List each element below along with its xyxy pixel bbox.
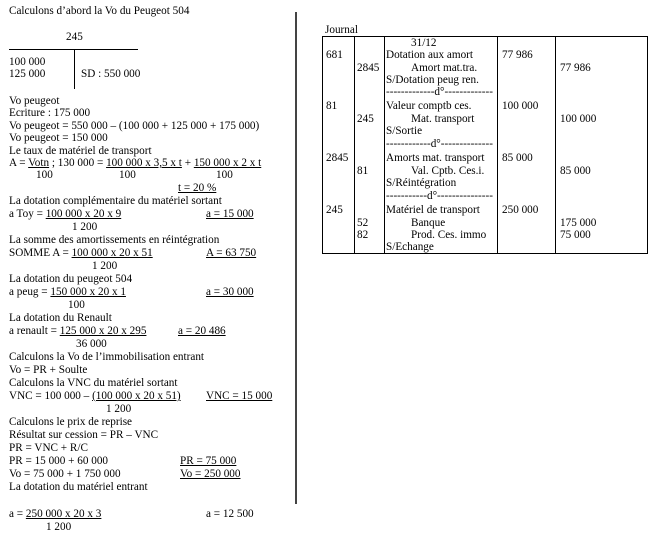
text-line: Calculons la Vo de l’immobilisation entrant (9, 351, 205, 363)
renault-result: a = 20 486 (178, 325, 226, 337)
somme-prefix: SOMME A = (9, 247, 72, 259)
peug-numerator: 150 000 x 20 x 1 (50, 286, 126, 298)
journal-credit-account: 245 (357, 113, 374, 125)
vnc-prefix: VNC = 100 000 – (9, 390, 93, 402)
text-line: Vo peugeot = 550 000 – (100 000 + 125 000 + 175 000) (9, 120, 260, 132)
page-title: Calculons d’abord la Vo du Peugeot 504 (9, 5, 190, 17)
journal-label: S/Echange (386, 241, 434, 253)
journal-label: Valeur comptb ces. (386, 100, 472, 112)
rate-denominator-1: 100 (36, 169, 53, 181)
pr-result: PR = 75 000 (180, 455, 237, 467)
text-line: La dotation complémentaire du matériel sortant (9, 195, 222, 207)
t-account-vline (74, 49, 75, 89)
vo-result: Vo = 250 000 (180, 468, 241, 480)
rate-denominator-2: 100 (119, 169, 136, 181)
renault-denominator: 36 000 (76, 338, 107, 350)
journal-credit-amount: 175 000 (560, 217, 597, 229)
text-line: Vo = PR + Soulte (9, 364, 88, 376)
journal-debit-amount: 100 000 (502, 100, 539, 112)
rate-prefix: A = (9, 157, 29, 169)
journal-label: S/Dotation peug ren. (386, 74, 479, 86)
rate-plus: + (181, 157, 194, 169)
journal-credit-amount: 85 000 (560, 165, 591, 177)
rate-denominator-3: 100 (216, 169, 233, 181)
column-separator (295, 12, 297, 504)
final-prefix: a = (9, 508, 26, 520)
journal-date: 31/12 (411, 37, 437, 49)
final-formula (9, 508, 101, 520)
final-numerator: 250 000 x 20 x 3 (25, 508, 102, 520)
text-line: La dotation du peugeot 504 (9, 273, 133, 285)
renault-prefix: a renault = (9, 325, 60, 337)
journal-credit-amount: 77 986 (560, 62, 591, 74)
rate-formula (9, 157, 261, 169)
t-account-code: 245 (66, 31, 83, 43)
rate-result: t = 20 % (178, 182, 217, 194)
journal-debit-account: 2845 (326, 152, 349, 164)
vnc-result: VNC = 15 000 (206, 390, 273, 402)
journal-col-line (354, 36, 355, 254)
toy-denominator: 1 200 (72, 221, 98, 233)
text-line: Vo = 75 000 + 1 750 000 (9, 468, 121, 480)
somme-formula (9, 247, 153, 259)
journal-label: Mat. transport (411, 113, 475, 125)
rate-numerator-1: 100 000 x 3,5 x t (106, 157, 182, 169)
journal-col-line (555, 36, 556, 254)
journal-col-line (384, 36, 385, 254)
journal-label: Dotation aux amort (386, 49, 473, 61)
toy-result: a = 15 000 (206, 208, 254, 220)
journal-label: Amort mat.tra. (411, 62, 478, 74)
t-account-balance: SD : 550 000 (81, 68, 141, 80)
somme-numerator: 100 000 x 20 x 51 (71, 247, 153, 259)
text-line: La dotation du matériel entrant (9, 481, 148, 493)
journal-label: Val. Cptb. Ces.i. (411, 165, 485, 177)
t-account-debit-1: 100 000 (9, 56, 46, 68)
journal-separator: -------------d°------------- (386, 86, 493, 98)
toy-numerator: 100 000 x 20 x 9 (45, 208, 122, 220)
text-line: Ecriture : 175 000 (9, 107, 91, 119)
text-line: La dotation du Renault (9, 312, 112, 324)
final-result: a = 12 500 (206, 508, 254, 520)
journal-credit-amount: 100 000 (560, 113, 597, 125)
journal-credit-account: 2845 (357, 62, 380, 74)
peug-result: a = 30 000 (206, 286, 254, 298)
journal-debit-account: 81 (326, 100, 338, 112)
journal-debit-amount: 77 986 (502, 49, 533, 61)
journal-separator: ------------d°-------------- (386, 138, 493, 150)
t-account-debit-2: 125 000 (9, 68, 46, 80)
text-line: Résultat sur cession = PR – VNC (9, 429, 159, 441)
journal-label: Banque (411, 217, 446, 229)
peug-denominator: 100 (68, 299, 85, 311)
text-line: PR = VNC + R/C (9, 442, 88, 454)
peug-formula (9, 286, 126, 298)
rate-numerator-2: 150 000 x 2 x t (193, 157, 262, 169)
somme-result: A = 63 750 (206, 247, 257, 259)
rate-votn: Votn (28, 157, 50, 169)
vnc-denominator: 1 200 (106, 403, 132, 415)
text-line: La somme des amortissements en réintégration (9, 234, 220, 246)
vnc-numerator: (100 000 x 20 x 51) (92, 390, 181, 402)
journal-label: Amorts mat. transport (386, 152, 485, 164)
journal-debit-amount: 85 000 (502, 152, 533, 164)
somme-denominator: 1 200 (92, 260, 118, 272)
journal-debit-account: 681 (326, 49, 343, 61)
peug-prefix: a peug = (9, 286, 51, 298)
journal-separator: -----------d°--------------- (386, 190, 493, 202)
text-line: Calculons le prix de reprise (9, 416, 133, 428)
journal-label: Prod. Ces. immo (411, 229, 487, 241)
toy-formula (9, 208, 121, 220)
toy-prefix: a Toy = (9, 208, 46, 220)
vnc-formula (9, 390, 181, 402)
rate-mid: ; 130 000 = (49, 157, 107, 169)
journal-credit-account: 52 (357, 217, 369, 229)
journal-label: S/Réintégration (386, 177, 457, 189)
journal-title: Journal (325, 24, 358, 36)
text-line: PR = 15 000 + 60 000 (9, 455, 109, 467)
journal-debit-amount: 250 000 (502, 204, 539, 216)
text-line: Le taux de matériel de transport (9, 145, 152, 157)
renault-formula (9, 325, 146, 337)
journal-label: Matériel de transport (386, 204, 480, 216)
text-line: Vo peugeot = 150 000 (9, 132, 108, 144)
journal-credit-amount: 75 000 (560, 229, 591, 241)
journal-debit-account: 245 (326, 204, 343, 216)
journal-col-line (497, 36, 498, 254)
text-line: Vo peugeot (9, 95, 60, 107)
renault-numerator: 125 000 x 20 x 295 (59, 325, 147, 337)
journal-label: S/Sortie (386, 125, 423, 137)
final-denominator: 1 200 (46, 521, 72, 533)
text-line: Calculons la VNC du matériel sortant (9, 377, 178, 389)
journal-credit-account: 81 (357, 165, 369, 177)
journal-credit-account: 82 (357, 229, 369, 241)
